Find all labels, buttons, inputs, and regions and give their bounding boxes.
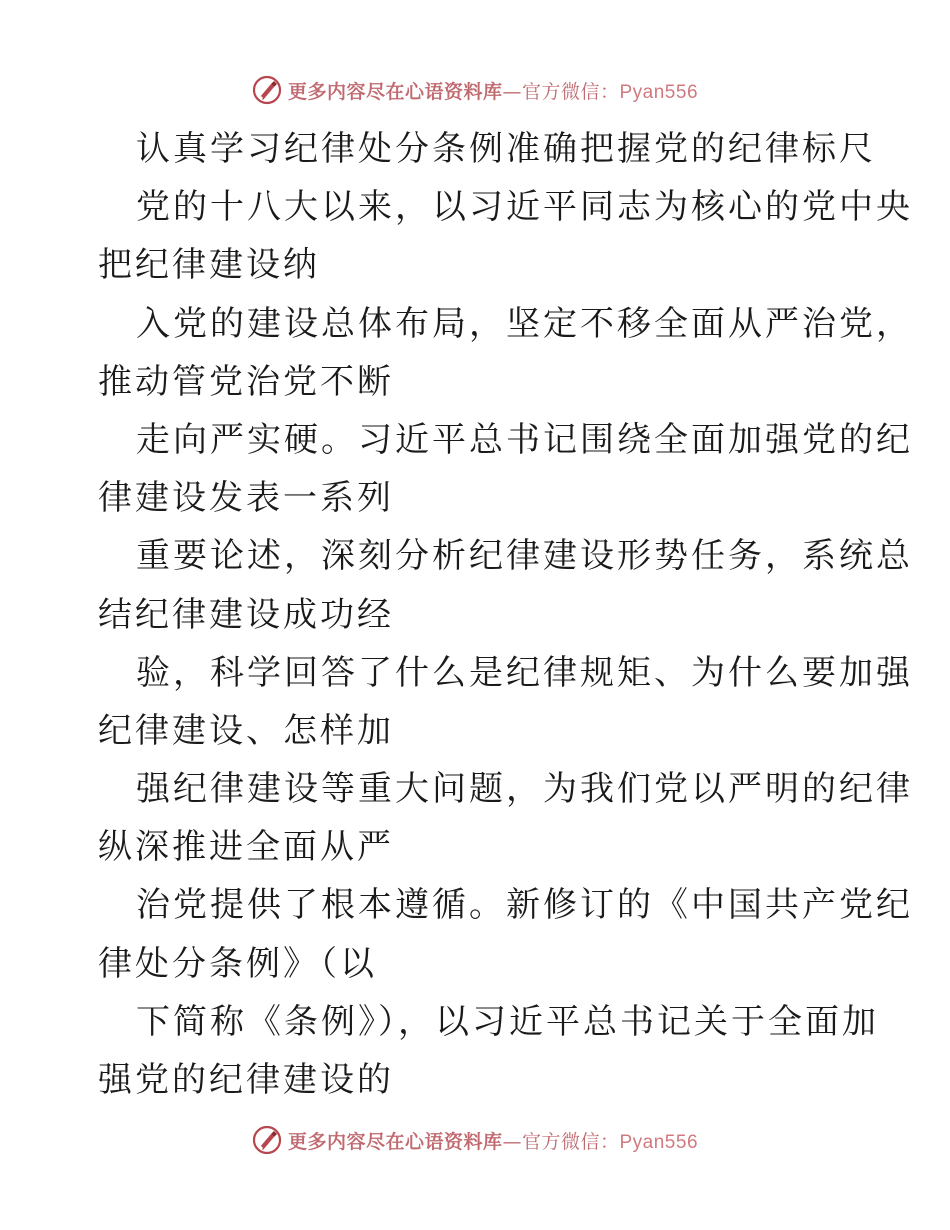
text-line: 治党提供了根本遵循。新修订的《中国共产党纪 [136, 885, 913, 926]
watermark-brand: 更多内容尽在心语资料库 [287, 80, 503, 103]
text-line: 结纪律建设成功经 [98, 594, 394, 635]
text-line: 验，科学回答了什么是纪律规矩、为什么要加强 [136, 652, 913, 693]
footer-watermark [0, 1122, 950, 1158]
pen-seal-icon [252, 75, 282, 105]
text-line: 下简称《条例》），以习近平总书记关于全面加 [136, 1001, 879, 1042]
document-body [98, 120, 913, 1109]
watermark-separator: — [502, 80, 522, 103]
text-line: 纵深推进全面从严 [98, 827, 394, 868]
document-title: 认真学习纪律处分条例准确把握党的纪律标尺 [136, 129, 876, 169]
watermark-contact: 官方微信： [521, 1130, 620, 1153]
text-line: 推动管党治党不断 [98, 361, 394, 402]
text-line: 党的十八大以来，以习近平同志为核心的党中央 [136, 187, 913, 228]
pen-seal-icon [252, 1125, 282, 1155]
text-line: 强党的纪律建设的 [98, 1060, 394, 1100]
watermark-contact: 官方微信： [521, 80, 620, 103]
text-line: 把纪律建设纳 [98, 245, 320, 286]
text-line: 律处分条例》（以 [98, 943, 377, 984]
document-lines [98, 178, 913, 1109]
text-line: 入党的建设总体布局，坚定不移全面从严治党， [136, 303, 913, 344]
watermark-separator: — [502, 1130, 522, 1153]
watermark-brand: 更多内容尽在心语资料库 [287, 1130, 503, 1153]
text-line: 纪律建设、怎样加 [98, 710, 394, 751]
header-watermark [0, 72, 950, 108]
text-line: 走向严实硬。习近平总书记围绕全面加强党的纪 [136, 419, 913, 460]
watermark-text [288, 1127, 698, 1154]
watermark-text [288, 77, 698, 104]
text-line: 重要论述，深刻分析纪律建设形势任务，系统总 [136, 536, 913, 577]
text-line: 律建设发表一系列 [98, 478, 394, 519]
watermark-id: Pyan556 [619, 1131, 699, 1153]
watermark-id: Pyan556 [619, 81, 699, 103]
text-line: 强纪律建设等重大问题，为我们党以严明的纪律 [136, 769, 913, 810]
